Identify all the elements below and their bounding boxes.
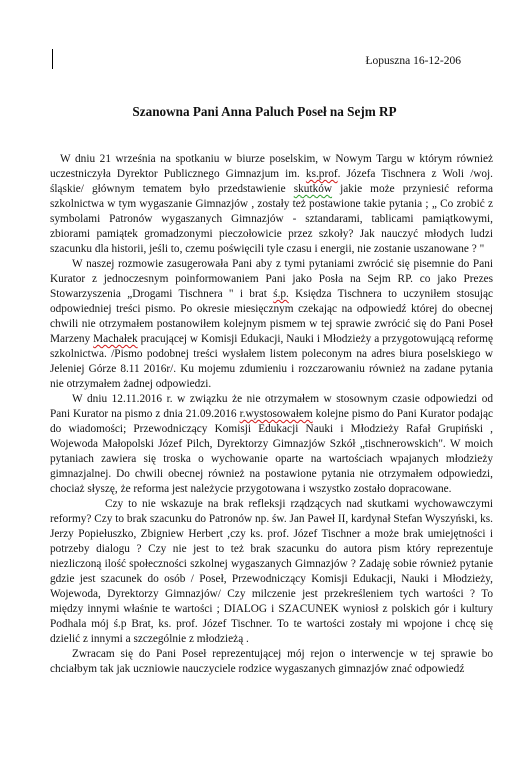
paragraph-1: W dniu 21 września na spotkaniu w biurze poselskim, w Nowym Targu w którym również uczestniczyła Dyrektor Publicznego Gimnazjum im. ks.prof. Józefa Tischnera z Woli /woj. śląskie/ głównym tematem było przedstawienie skutków jakie może przyniesić reforma szkolnictwa w tym wygaszanie Gimnazjów , zostały też postawione takie pytania ; „ Co zrobić z symbolami Patronów wygaszanych Gimnazjów - sztandarami, tablicami pamiątkowymi, zbiorami pamiątek gromadzonymi pieczołowicie przez szkoły? Jak nauczyć młodych ludzi szacunku dla historii, jeśli to, czemu poświęcili tyle czasu i energii, nie zostanie uszanowane ? " [50, 153, 493, 255]
grammarcheck-word: skutków [293, 183, 333, 195]
spellcheck-word: ks.prof [305, 168, 338, 180]
spellcheck-word: ś.p. [273, 288, 289, 300]
letter-title: Szanowna Pani Anna Paluch Poseł na Sejm RP [132, 104, 397, 119]
text-cursor [52, 49, 53, 69]
spellcheck-word: r.wystosowałem [239, 408, 313, 420]
letter-date: Łopuszna 16-12-206 [365, 55, 461, 67]
spellcheck-word: Machałek [93, 333, 138, 345]
paragraph-3: W dniu 12.11.2016 r. w związku że nie otrzymałem w stosownym czasie odpowiedzi od Pani Kurator na pismo z dnia 21.09.2016 r.wystosowałem kolejne pismo do Pani Kurator podając do wiadomości; Przewodniczący Komisji Edukacji Nauki i Młodzieży Rafał Grupiński , Wojewoda Małopolski Józef Pilch, Dyrektorzy Gimnazjów Szkół „tischnerowskich". W moich pytaniach zawiera się troska o wychowanie oparte na wartościach wpajanych młodzieży gimnazjalnej. Do chwili obecnej również na postawione pytania nie otrzymałem odpowiedzi, chociaż słyszę, że reforma jest należycie przygotowana i wszystko zostało dopracowane. [50, 393, 493, 495]
paragraph-4: Czy to nie wskazuje na brak refleksji rządzących nad skutkami wychowawczymi reformy? Czy to brak szacunku do Patronów np. św. Jan Paweł II, kardynał Stefan Wyszyński, ks. Jerzy Popiełuszko, Zbigniew Herbert ,czy ks. prof. Józef Tischner a może brak umiejętności i potrzeby dialogu ? Czy nie jest to też brak szacunku do autora pism który reprezentuje niezliczoną ilość społeczności szkolnej wygaszanych Gimnazjów ? Zadaję sobie również pytanie gdzie jest szacunek do osób / Poseł, Przewodniczący Komisji Edukacji, Nauki i Młodzieży, Wojewoda, Dyrektorzy Gimnazjów/ Czy milczenie jest przekreśleniem tych wartości ? To między innymi właśnie te wartości ; DIALOG i SZACUNEK wyniosł z polskich gór i kultury Podhala mój ś.p Brat, ks. prof. Józef Tischner. To te wartości zostały mi wpojone i chcę się dzielić z innymi a szczególnie z młodzieżą . [50, 498, 493, 645]
paragraph-5: Zwracam się do Pani Poseł reprezentującej mój rejon o interwencje w tej sprawie bo chciałbym tak jak uczniowie nauczyciele rodzice wygaszanych gimnazjów znać odpowiedź [50, 648, 493, 675]
letter-body [50, 152, 493, 677]
paragraph-2: W naszej rozmowie zasugerowała Pani aby z tymi pytaniami zwrócić się pisemnie do Pani Kurator z jednoczesnym poinformowaniem Pani jako Posła na Sejm RP. co jako Prezes Stowarzyszenia „Drogami Tischnera " i brat ś.p. Księdza Tischnera to uczyniłem stosując odpowiedniej treści pismo. Po okresie miesięcznym czekając na odpowiedź której do obecnej chwili nie otrzymałem postanowiłem kolejnym pismem w tej sprawie zwrócić się do Pani Poseł Marzeny Machałek pracującej w Komisji Edukacji, Nauki i Młodzieży a przygotowującą reformę szkolnictwa. /Pismo podobnej treści wysłałem listem poleconym na adres biura poselskiego w Jeleniej Górze 8.11 2016r/. Ku mojemu zdumieniu i rozczarowaniu również na zadane pytania nie otrzymałem żadnej odpowiedzi. [50, 258, 493, 390]
